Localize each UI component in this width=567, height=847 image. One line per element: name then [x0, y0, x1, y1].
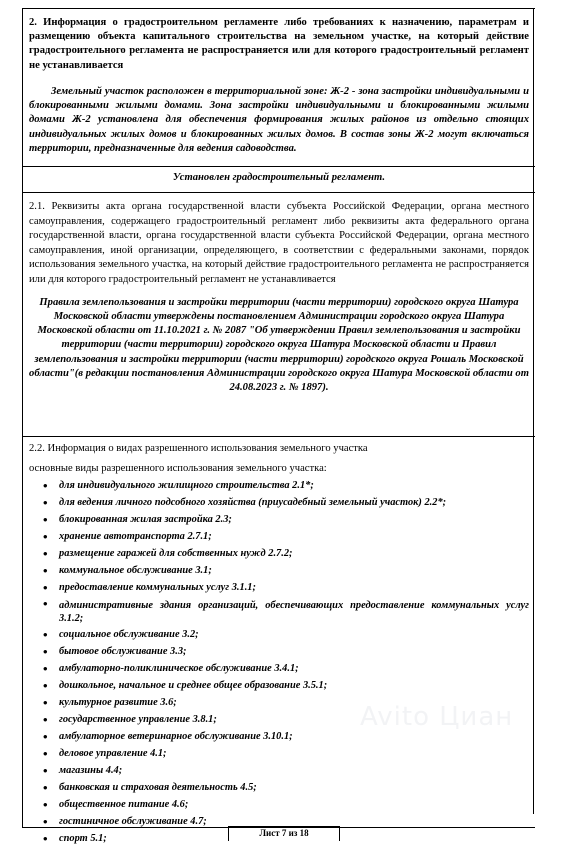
section-2-heading-text: Информация о градостроительном регламенте либо требованиях к назначению, параметрам и размещению объекта капитального строительства на земельном участке, на который действие градостроительного регламента не распространяется или для которого градостроительный регламент не устанавливается	[29, 17, 529, 71]
section-2-2-title-text: Информация о видах разрешенного использования земельного участка	[47, 443, 368, 454]
section-2-2-number: 2.2.	[29, 443, 45, 454]
permitted-use-item: • деловое управление 4.1;	[59, 746, 529, 763]
permitted-use-item: • для ведения личного подсобного хозяйства (приусадебный земельный участок) 2.2*;	[59, 495, 529, 512]
watermark: Avito Циан	[360, 702, 514, 732]
permitted-use-item: • амбулаторно-поликлиническое обслуживание 3.4.1;	[59, 661, 529, 678]
section-2-1-body: Реквизиты акта органа государственной власти субъекта Российской Федерации, органа местного самоуправления, содержащего градостроительный регламент либо реквизиты акта федерального органа государственной власти, органа государственной власти субъекта Российской Федерации, органа местного самоуправления, иной организации, определяющего, в соответствии с федеральными законами, порядок использования земельного участка, на который действие градостроительного регламента не распространяется или для которого градостроительный регламент не устанавливается	[29, 201, 530, 285]
section-2-2-title	[29, 441, 529, 457]
permitted-use-item: • блокированная жилая застройка 2.3;	[59, 512, 529, 529]
permitted-use-item: • общественное питание 4.6;	[59, 797, 529, 814]
zone-description: Земельный участок расположен в территориальной зоне: Ж-2 - зона застройки индивидуальными и блокированными жилыми домами. Зона застройки индивидуальными и блокированными жилыми домами Ж-2 установлена для обеспечения формирования жилых районов из отдельно стоящих индивидуальных жилых домов и блокированных жилых домов. В состав зоны Ж-2 могут включаться территории, предназначенные для ведения садоводства.	[29, 85, 529, 154]
zoning-rules-act: Правила землепользования и застройки территории (части территории) городского округа Шатура Московской области утверждены постановлением Администрации городского округа Шатура Московской области от 11.10.2021 г. № 2087 "Об утверждении Правил землепользования и застройки территории (части территории) городского округа Шатура Московской области и Правил землепользования и застройки территории (части территории) городского округа Рошаль Московской области"(в редакции постановления Администрации городского округа Шатура Московской области от 24.08.2023 г. № 1897).	[29, 296, 529, 394]
permitted-use-item: • предоставление коммунальных услуг 3.1.1;	[59, 580, 529, 597]
permitted-uses-subtitle: основные виды разрешенного использования земельного участка:	[29, 463, 327, 474]
permitted-use-item: • амбулаторное ветеринарное обслуживание 3.10.1;	[59, 729, 529, 746]
permitted-use-item: • банковская и страховая деятельность 4.5;	[59, 780, 529, 797]
permitted-use-item: • хранение автотранспорта 2.7.1;	[59, 529, 529, 546]
permitted-use-item: • бытовое обслуживание 3.3;	[59, 644, 529, 661]
permitted-use-item: • размещение гаражей для собственных нужд 2.7.2;	[59, 546, 529, 563]
section-2-heading	[29, 16, 529, 73]
section-2-1	[23, 193, 535, 437]
permitted-use-item: • спорт 5.1;	[59, 831, 529, 847]
permitted-use-item: • дошкольное, начальное и среднее общее образование 3.5.1;	[59, 678, 529, 695]
permitted-uses-list	[29, 478, 529, 847]
permitted-use-item: • административные здания организаций, обеспечивающих предоставление коммунальных услуг 3.1.2;	[59, 597, 529, 627]
permitted-use-item: • гостиничное обслуживание 4.7;	[59, 814, 529, 831]
section-2-1-text	[29, 200, 529, 288]
regulation-status-row	[23, 167, 535, 193]
permitted-use-item: • социальное обслуживание 3.2;	[59, 627, 529, 644]
regulation-established: Установлен градостроительный регламент.	[172, 172, 386, 183]
permitted-use-item: • магазины 4.4;	[59, 763, 529, 780]
permitted-use-item: • государственное управление 3.8.1;	[59, 712, 529, 729]
permitted-use-item: • для индивидуального жилищного строительства 2.1*;	[59, 478, 529, 495]
section-2-number: 2.	[29, 17, 37, 28]
permitted-use-item: • культурное развитие 3.6;	[59, 695, 529, 712]
section-2	[23, 9, 535, 167]
section-2-1-number: 2.1.	[29, 201, 45, 212]
sheet-number: Лист 7 из 18	[228, 826, 340, 841]
section-2-2	[23, 437, 535, 847]
permitted-use-item: • коммунальное обслуживание 3.1;	[59, 563, 529, 580]
